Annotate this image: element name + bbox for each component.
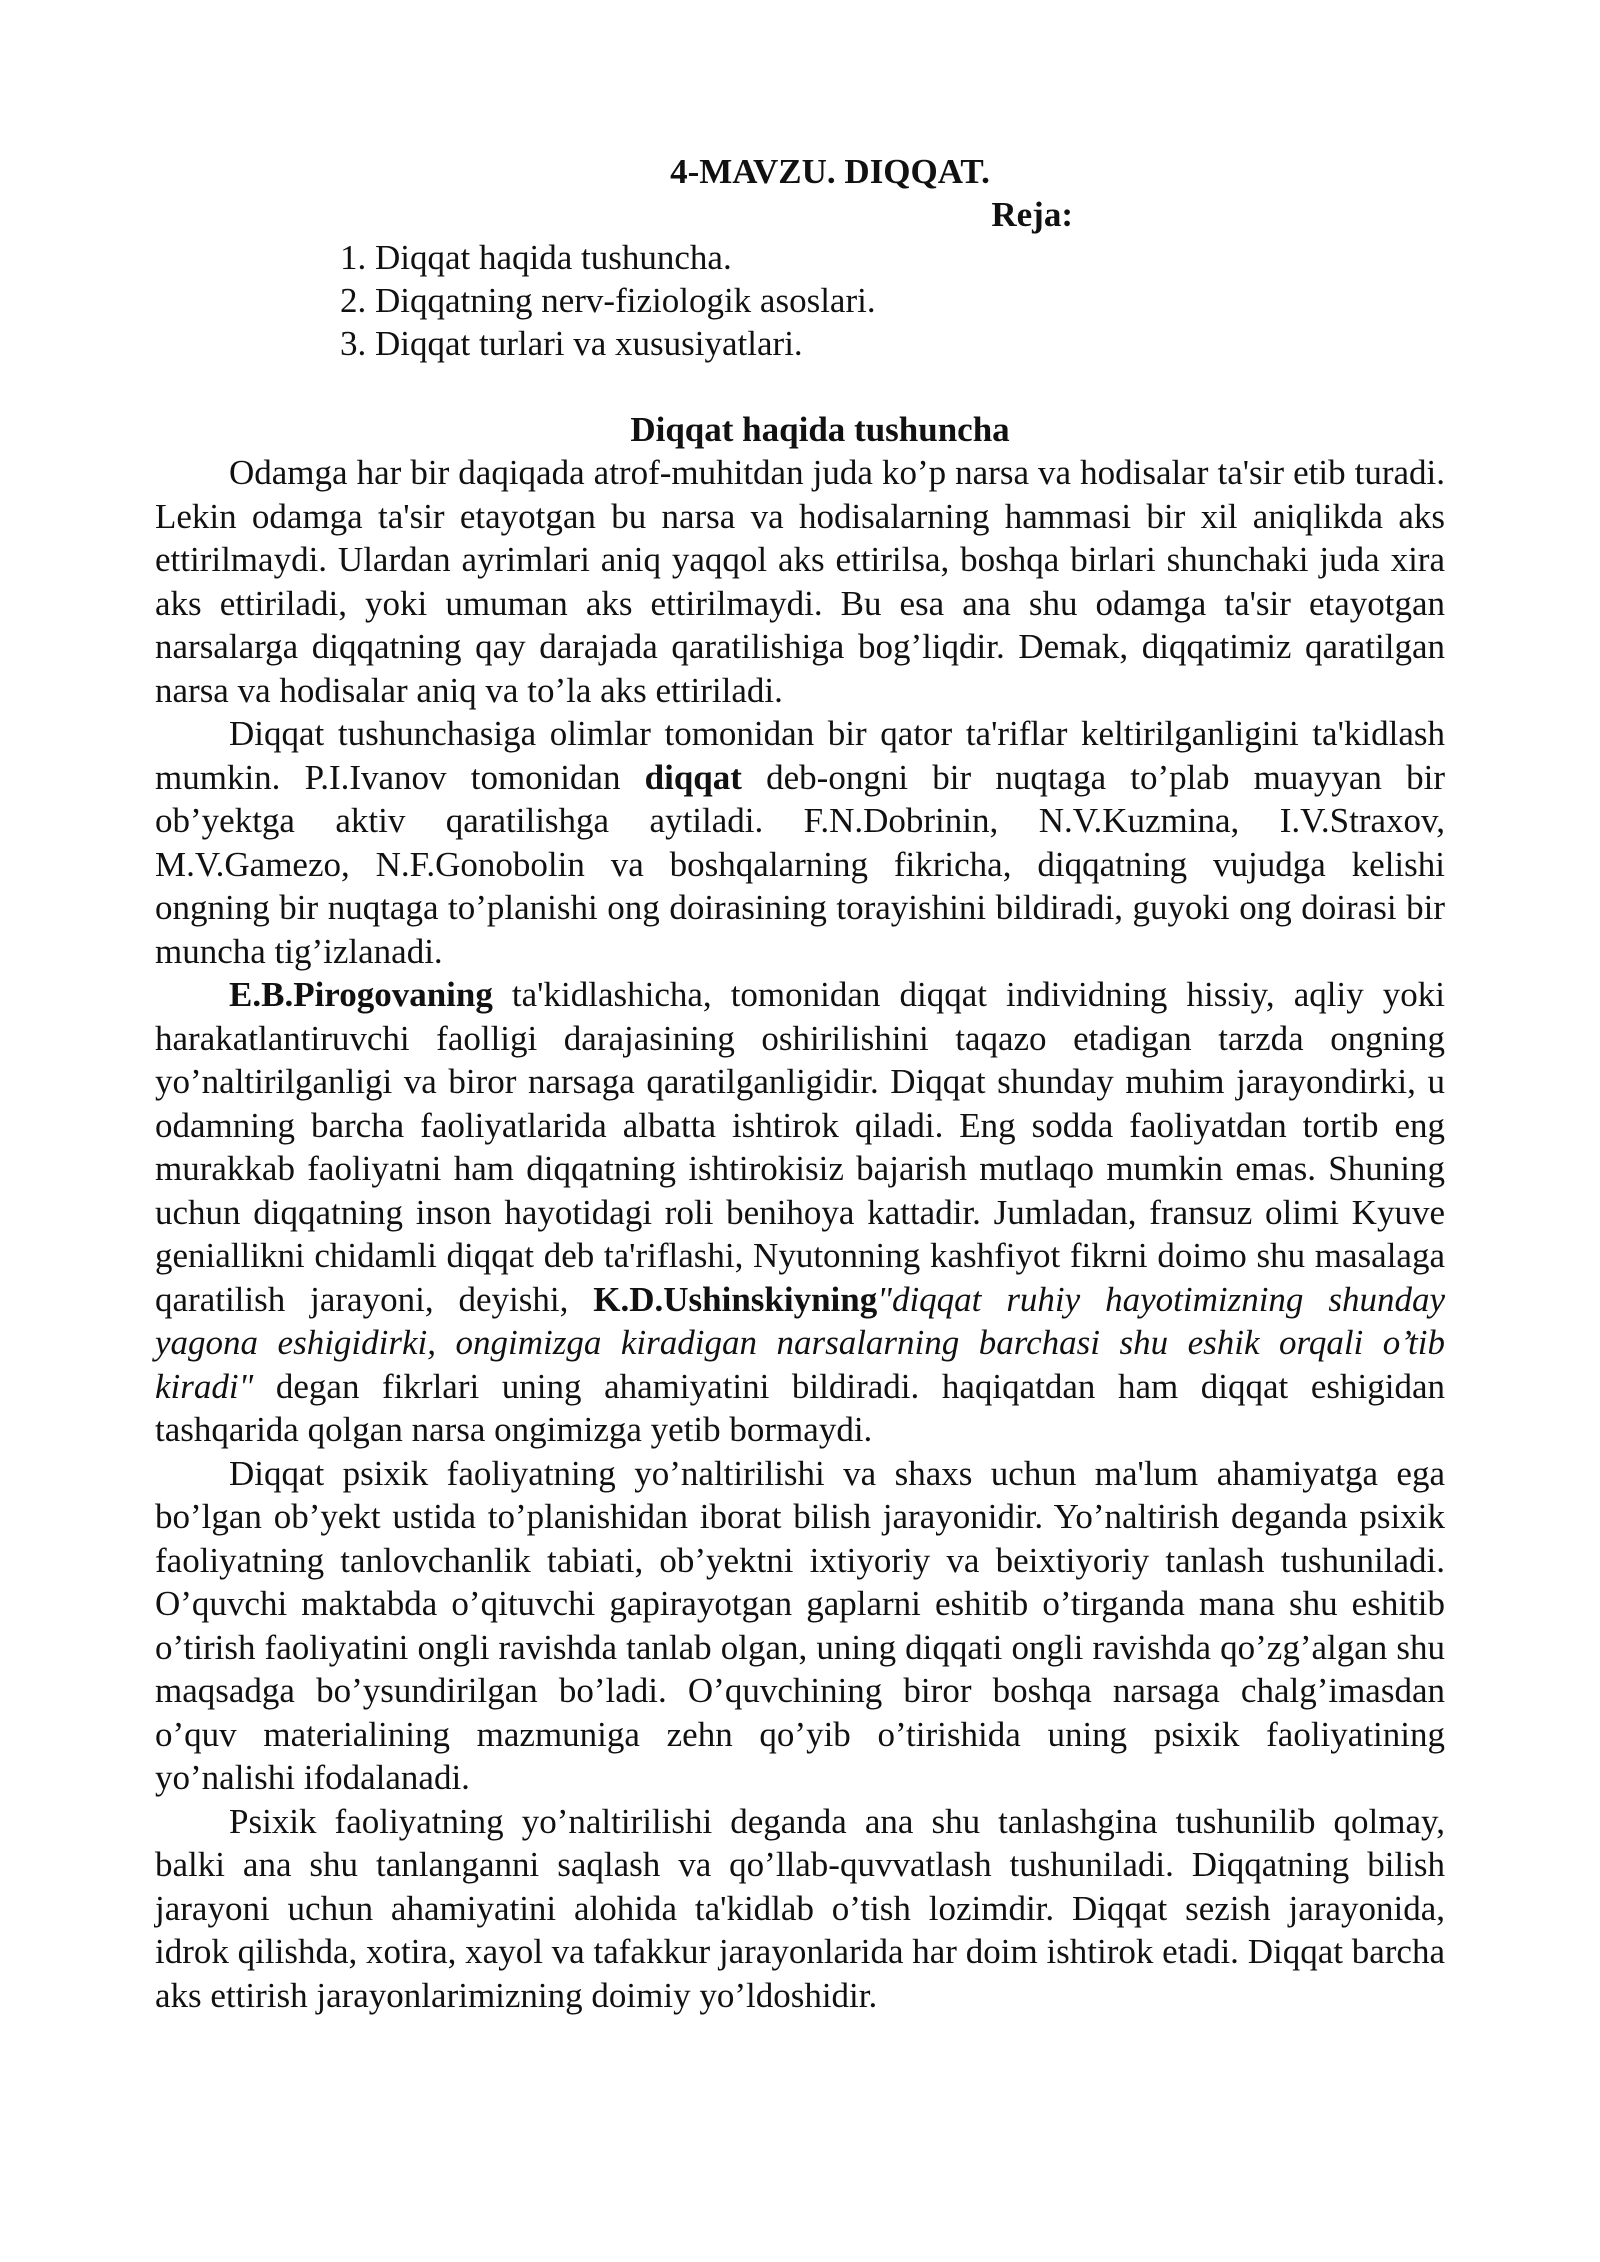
paragraph-2 (155, 712, 1445, 973)
paragraph-1-text: Odamga har bir daqiqada atrof-muhitdan juda ko’p narsa va hodisalar ta'sir etib turadi. Lekin odamga ta'sir etayotgan bu narsa va hodisalarning hammasi bir xil aniqlikda aks ettirilmaydi. Ulardan ayrimlari aniq yaqqol aks ettirilsa, boshqa birlari shunchaki juda xira aks ettiriladi, yoki umuman aks ettirilmaydi. Bu esa ana shu odamga ta'sir etayotgan narsalarga diqqatning qay darajada qaratilishiga bog’liqdir. Demak, diqqatimiz qaratilgan narsa va hodisalar aniq va to’la aks ettiriladi. (155, 453, 1445, 710)
paragraph-3 (155, 973, 1445, 1452)
paragraph-4-text: Diqqat psixik faoliyatning yo’naltirilishi va shaxs uchun ma'lum ahamiyatga ega bo’lgan ob’yekt ustida to’planishidan iborat bilish jarayonidir. Yo’naltirish deganda psixik faoliyatning tanlovchanlik tabiati, ob’yektni ixtiyoriy va beixtiyoriy tanlash tushuniladi. O’quvchi maktabda o’qituvchi gapirayotgan gaplarni eshitib o’tirganda mana shu eshitib o’tirish faoliyatini ongli ravishda tanlab olgan, uning diqqati ongli ravishda qo’zg’algan shu maqsadga bo’ysundirilgan bo’ladi. O’quvchining biror boshqa narsaga chalg’imasdan o’quv materialining mazmuniga zehn qo’yib o’tirishida uning psixik faoliyatining yo’nalishi ifodalanadi. (155, 1453, 1445, 1797)
term-diqqat: diqqat (644, 757, 742, 797)
author-pirogova: E.B.Pirogovaning (229, 975, 493, 1014)
ushinskiy-quote: "diqqat ruhiy hayotimizning shunday yagona eshigidirki, ongimizga kiradigan narsalarning barchasi shu eshik orqali o’tib kiradi" (155, 1279, 1445, 1406)
paragraph-3-text-a: ta'kidlashicha, tomonidan diqqat individning hissiy, aqliy yoki harakatlantiruvchi faolligi darajasining oshirilishini taqazo etadigan tarzda ongning yo’naltirilganligi va biror narsaga qaratilganligidir. Diqqat shunday muhim jarayondirki, u odamning barcha faoliyatlarida albatta ishtirok qiladi. Eng sodda faoliyatdan tortib eng murakkab faoliyatni ham diqqatning ishtirokisiz bajarish mutlaqo mumkin emas. Shuning uchun diqqatning inson hayotidagi roli benihoya kattadir. Jumladan, fransuz olimi Kyuve geniallikni chidamli diqqat deb ta'riflashi, Nyutonning kashfiyot fikrni doimo shu masalaga qaratilish jarayoni, deyishi, (155, 975, 1445, 1319)
plan-item: 2. Diqqatning nerv-fiziologik asoslari. (340, 281, 876, 320)
plan-heading: Reja: (991, 195, 1073, 234)
paragraph-5 (155, 1800, 1445, 2018)
paragraph-5-text: Psixik faoliyatning yo’naltirilishi deganda ana shu tanlashgina tushunilib qolmay, balki ana shu tanlanganni saqlash va qo’llab-quvvatlash tushuniladi. Diqqatning bilish jarayoni uchun ahamiyatini alohida ta'kidlab o’tish lozimdir. Diqqat sezish jarayonida, idrok qilishda, xotira, xayol va tafakkur jarayonlarida har doim ishtirok etadi. Diqqat barcha aks ettirish jarayonlarimizning doimiy yo’ldoshidir. (155, 1801, 1445, 2015)
paragraph-1 (155, 451, 1445, 712)
paragraph-2-text-b: deb-ongni bir nuqtaga to’plab muayyan bir ob’yektga aktiv qaratilishga aytiladi. F.N.Dobrinin, N.V.Kuzmina, I.V.Straxov, M.V.Gamezo, N.F.Gonobolin va boshqalarning fikricha, diqqatning vujudga kelishi ongning bir nuqtaga to’planishi ong doirasining torayishini bildiradi, guyoki ong doirasi bir muncha tig’izlanadi. (155, 757, 1446, 971)
paragraph-2-text-a: Diqqat tushunchasiga olimlar tomonidan bir qator ta'riflar keltirilganligini ta'kidlash mumkin. P.I.Ivanov tomonidan (155, 714, 1445, 797)
plan-item: 3. Diqqat turlari va xususiyatlari. (340, 324, 803, 363)
paragraph-3-text-b: degan fikrlari uning ahamiyatini bildiradi. haqiqatdan ham diqqat eshigidan tashqarida qolgan narsa ongimizga yetib bormaydi. (155, 1366, 1445, 1449)
section-title: Diqqat haqida tushuncha (630, 410, 1010, 449)
paragraph-4 (155, 1452, 1445, 1800)
document-body (155, 150, 1445, 2017)
plan-list (155, 236, 1445, 365)
document-title: 4-MAVZU. DIQQAT. (670, 152, 990, 191)
author-ushinskiy: K.D.Ushinskiyning (593, 1279, 878, 1319)
plan-item: 1. Diqqat haqida tushuncha. (340, 238, 732, 277)
